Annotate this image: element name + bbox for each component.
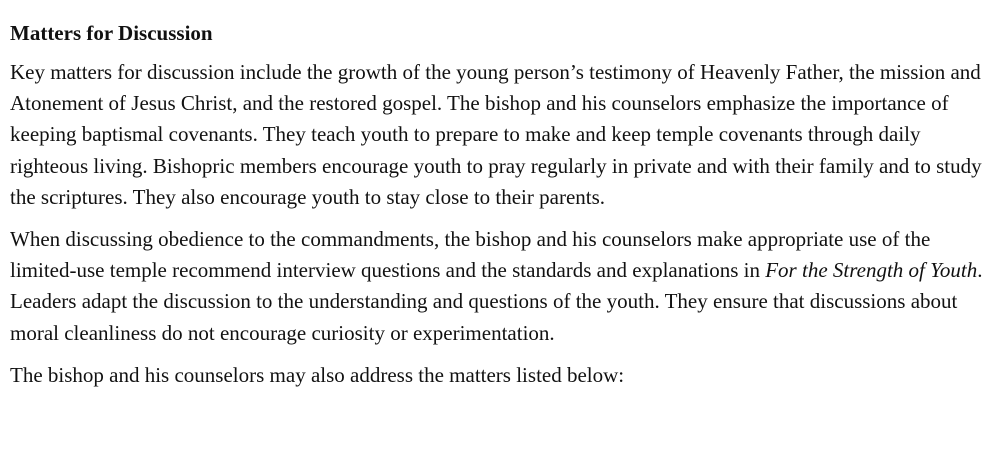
paragraph-obedience-text-1: When discussing obedience to the commandments, the bishop and his counselors make appropriate use of the limited-use temple recommend interview questions and the standards and explanations in xyxy=(10,227,931,283)
paragraph-key-matters: Key matters for discussion include the growth of the young person’s testimony of Heavenly Father, the mission and Atonement of Jesus Christ, and the restored gospel. The bishop and his counselors emphasize the importance of keeping baptismal covenants. They teach youth to prepare to make and keep temple covenants through daily righteous living. Bishopric members encourage youth to pray regularly in private and with their family and to study the scriptures. They also encourage youth to stay close to their parents. xyxy=(10,60,982,209)
paragraph-additional-matters: The bishop and his counselors may also address the matters listed below: xyxy=(10,362,625,387)
publication-title: For the Strength of Youth xyxy=(765,258,978,283)
section-heading: Matters for Discussion xyxy=(10,21,213,45)
document-page xyxy=(10,18,985,402)
paragraph-obedience-text-2: . Leaders adapt the discussion to the understanding and questions of the youth. They ensure that discussions about moral cleanliness do not encourage curiosity or experimentation. xyxy=(10,258,983,345)
paragraph-obedience xyxy=(10,224,985,349)
